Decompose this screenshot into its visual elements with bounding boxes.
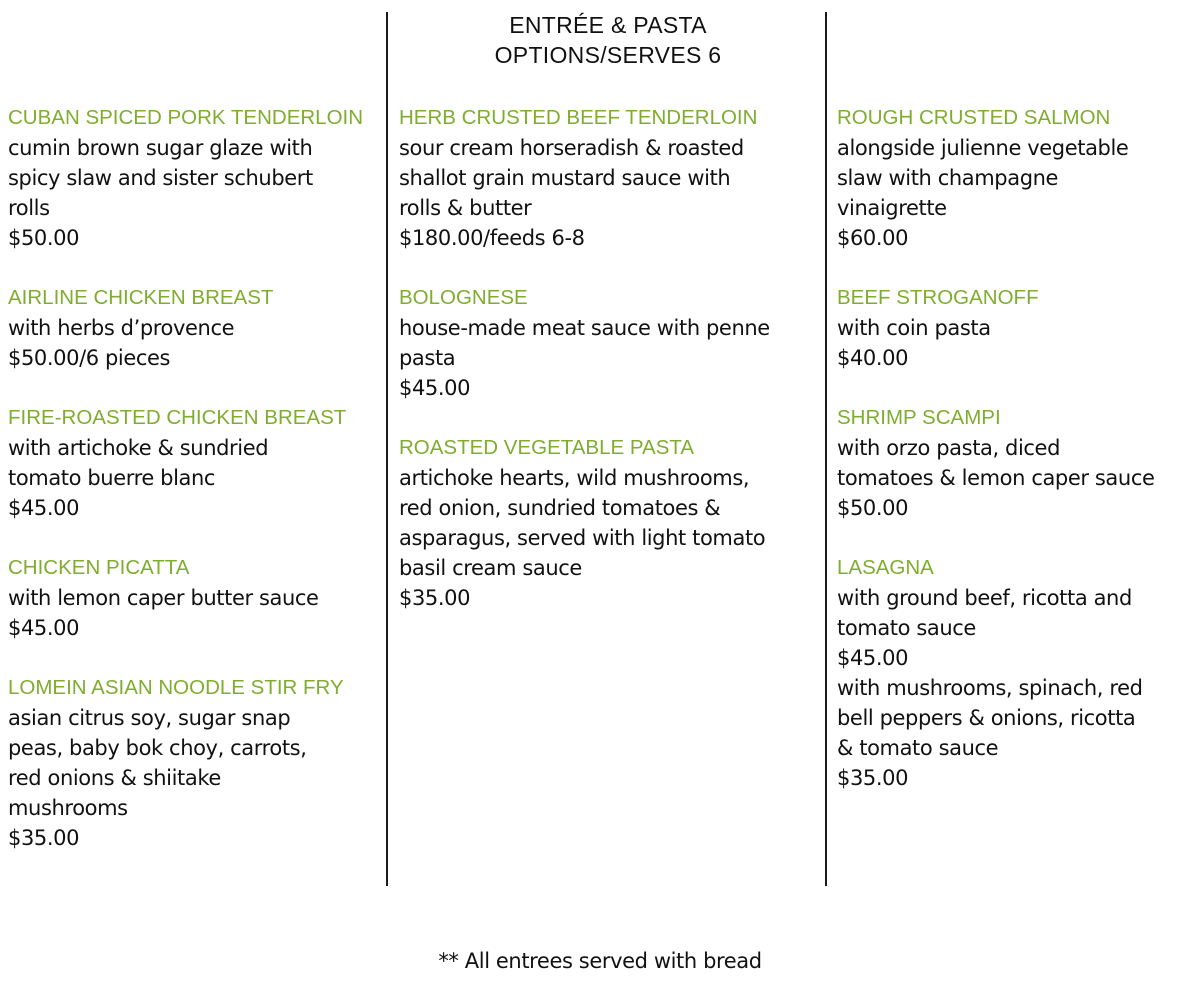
menu-item-price: $35.00 bbox=[837, 766, 909, 790]
menu-item-price: $45.00 bbox=[399, 376, 471, 400]
menu-item bbox=[837, 283, 1197, 373]
menu-item bbox=[399, 103, 819, 253]
menu-item-description: asian citrus soy, sugar snap bbox=[8, 706, 291, 730]
menu-item bbox=[8, 283, 380, 373]
menu-item-name: LOMEIN ASIAN NOODLE STIR FRY bbox=[8, 676, 344, 699]
menu-item-description: alongside julienne vegetable bbox=[837, 136, 1129, 160]
menu-item-name: BEEF STROGANOFF bbox=[837, 286, 1039, 309]
footnote: ** All entrees served with bread bbox=[438, 949, 762, 973]
menu-item-description: with artichoke & sundried bbox=[8, 436, 269, 460]
menu-item-price: $180.00/feeds 6-8 bbox=[399, 226, 585, 250]
menu-item-name: SHRIMP SCAMPI bbox=[837, 406, 1001, 429]
menu-item bbox=[8, 553, 380, 643]
menu-item-price: $45.00 bbox=[8, 616, 80, 640]
menu-column-2 bbox=[399, 103, 819, 643]
menu-item-name: CUBAN SPICED PORK TENDERLOIN bbox=[8, 106, 364, 129]
column-divider-left bbox=[386, 12, 388, 886]
menu-item-description: with lemon caper butter sauce bbox=[8, 586, 319, 610]
menu-item bbox=[399, 283, 819, 403]
menu-column-3 bbox=[837, 103, 1197, 823]
menu-item-description: with mushrooms, spinach, red bbox=[837, 676, 1143, 700]
menu-item bbox=[8, 103, 380, 253]
menu-item bbox=[8, 673, 380, 853]
menu-item-price: $45.00 bbox=[837, 646, 909, 670]
menu-item-description: house-made meat sauce with penne bbox=[399, 316, 770, 340]
menu-item-description: tomato buerre blanc bbox=[8, 466, 216, 490]
menu-item-description: red onions & shiitake bbox=[8, 766, 221, 790]
title-line-1: ENTRÉE & PASTA bbox=[509, 12, 707, 38]
menu-item-name: BOLOGNESE bbox=[399, 286, 528, 309]
menu-item-name: AIRLINE CHICKEN BREAST bbox=[8, 286, 274, 309]
menu-item-description: asparagus, served with light tomato bbox=[399, 526, 766, 550]
menu-column-1 bbox=[8, 103, 380, 883]
column-divider-right bbox=[825, 12, 827, 886]
menu-item-name: LASAGNA bbox=[837, 556, 934, 579]
menu-item-price: $50.00 bbox=[8, 226, 80, 250]
menu-item-name: HERB CRUSTED BEEF TENDERLOIN bbox=[399, 106, 758, 129]
menu-item-name: CHICKEN PICATTA bbox=[8, 556, 190, 579]
menu-item bbox=[837, 553, 1197, 793]
menu-item bbox=[837, 403, 1197, 523]
page-title bbox=[390, 10, 826, 70]
menu-item-description: basil cream sauce bbox=[399, 556, 582, 580]
menu-item-description: rolls bbox=[8, 196, 50, 220]
menu-item bbox=[399, 433, 819, 613]
title-line-2: OPTIONS/SERVES 6 bbox=[494, 42, 722, 68]
menu-item-description: rolls & butter bbox=[399, 196, 532, 220]
menu-item-name: FIRE-ROASTED CHICKEN BREAST bbox=[8, 406, 347, 429]
menu-item-name: ROUGH CRUSTED SALMON bbox=[837, 106, 1111, 129]
menu-item-description: slaw with champagne bbox=[837, 166, 1059, 190]
menu-item-description: bell peppers & onions, ricotta bbox=[837, 706, 1136, 730]
menu-item-description: red onion, sundried tomatoes & bbox=[399, 496, 721, 520]
menu-item-description: tomato sauce bbox=[837, 616, 976, 640]
menu-item-description: spicy slaw and sister schubert bbox=[8, 166, 313, 190]
menu-item bbox=[837, 103, 1197, 253]
menu-item-price: $50.00/6 pieces bbox=[8, 346, 171, 370]
menu-item-price: $35.00 bbox=[8, 826, 80, 850]
menu-item-description: peas, baby bok choy, carrots, bbox=[8, 736, 307, 760]
menu-item-description: with orzo pasta, diced bbox=[837, 436, 1061, 460]
menu-item-description: with ground beef, ricotta and bbox=[837, 586, 1132, 610]
menu-item-price: $35.00 bbox=[399, 586, 471, 610]
menu-item-description: shallot grain mustard sauce with bbox=[399, 166, 731, 190]
menu-item-description: with coin pasta bbox=[837, 316, 991, 340]
menu-item-price: $50.00 bbox=[837, 496, 909, 520]
menu-item-price: $45.00 bbox=[8, 496, 80, 520]
menu-item-description: & tomato sauce bbox=[837, 736, 999, 760]
menu-item-name: ROASTED VEGETABLE PASTA bbox=[399, 436, 695, 459]
menu-item bbox=[8, 403, 380, 523]
menu-item-description: vinaigrette bbox=[837, 196, 947, 220]
menu-item-description: tomatoes & lemon caper sauce bbox=[837, 466, 1155, 490]
menu-item-price: $40.00 bbox=[837, 346, 909, 370]
menu-item-price: $60.00 bbox=[837, 226, 909, 250]
menu-item-description: with herbs d’provence bbox=[8, 316, 235, 340]
menu-item-description: pasta bbox=[399, 346, 456, 370]
menu-item-description: sour cream horseradish & roasted bbox=[399, 136, 744, 160]
menu-item-description: artichoke hearts, wild mushrooms, bbox=[399, 466, 750, 490]
menu-item-description: mushrooms bbox=[8, 796, 128, 820]
menu-item-description: cumin brown sugar glaze with bbox=[8, 136, 313, 160]
